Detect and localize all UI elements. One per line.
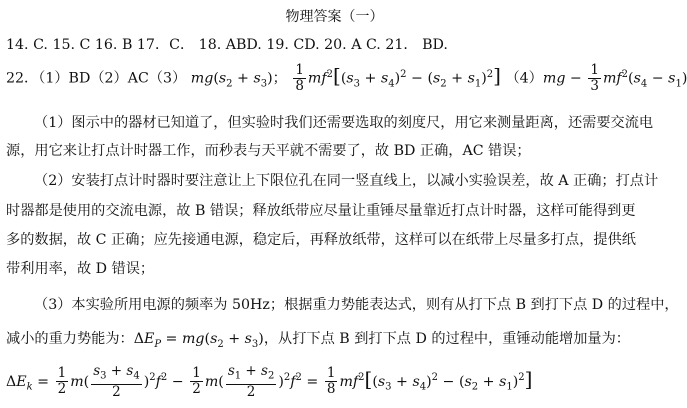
page-title: 物理答案（一） [285, 9, 384, 25]
para3-line2-before: 减小的重力势能为： [6, 331, 134, 347]
para2-line3: 多的数据，故 C 正确；应先接通电源，稳定后，再释放纸带，这样可以在纸带上尽量多打点，提供纸 [6, 232, 636, 248]
para2-line4: 带利用率，故 D 错误； [6, 261, 155, 277]
para3-line1: （3）本实验所用电源的频率为 50Hz；根据重力势能表达式，则有从打下点 B 到打下点 D 的过程中， [34, 297, 679, 313]
para3-line2-after: ，从打下点 B 到打下点 D 的过程中，重锤动能增加量为： [263, 331, 630, 347]
para1-line1: （1）图示中的器材已知道了，但实验时我们还需要选取的刻度尺，用它来测量距离，还需要交流电 [34, 115, 654, 131]
para2-line2: 时器都是使用的交流电源，故 B 错误；释放纸带应尽量让重锤尽量靠近打点计时器，这样可能得到更 [6, 203, 636, 219]
para2-line1: （2）安装打点计时器时要注意让上下限位孔在同一竖直线上，以减小实验误差，故 A 正确；打点计 [34, 173, 659, 189]
para1-line2: 源，用它来让打点计时器工作，而秒表与天平就不需要了，故 BD 正确，AC 错误； [6, 143, 531, 159]
q22-part4-label: （4） [505, 70, 543, 87]
answers-14-21: 14. C. 15. C 16. B 17．C． 18. ABD. 19. CD. 20. A C. 21． BD. [6, 37, 448, 53]
q22-prefix: 22．（1）BD（2）AC（3） [6, 70, 187, 87]
question-22-answers: 22．（1）BD（2）AC（3） $mg(s_2 + s_3)$； $\frac{1}{8}$ $mf^2[(s_3 + s_4)^2 - (s_2 + s_1)^2] (4)mg$ − $\frac{1}{3}$ $mf^2(s_4 - s_1)$ [6, 62, 687, 94]
kinetic-energy-formula: $\Delta E_k$ = $\frac{1}{2}$ m( $\frac{s_3 + s_4}{2}$ )$^2f^2$ − $\frac{1}{2}$ m( $\frac{s_1 + s_2}{2}$ )$^2f^2$ = $\frac{1}{8}$ $mf^2[(s_3 + s_4)^2 - (s_2 + s_1)^2]$ [6, 363, 533, 400]
para3-line2: 减小的重力势能为：$\Delta E_P = mg(s_2 + s_3)$，从打下点 B 到打下点 D 的过程中，重锤动能增加量为： [6, 331, 630, 350]
